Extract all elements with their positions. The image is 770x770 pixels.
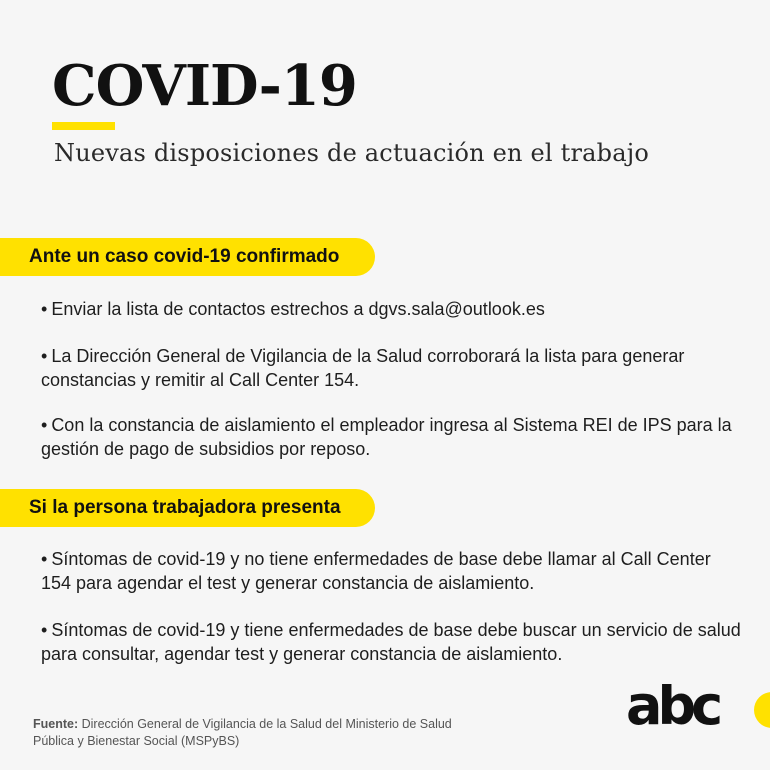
bullet-text: Enviar la lista de contactos estrechos a dgvs.sala@outlook.es [51, 299, 545, 319]
bullet-icon: • [41, 620, 48, 640]
abc-logo-icon [626, 684, 738, 730]
list-item [41, 414, 741, 461]
title-underline [52, 122, 115, 130]
list-item [41, 619, 741, 666]
bullet-text: Síntomas de covid-19 y tiene enfermedades de base debe buscar un servicio de salud para consultar, agendar test y generar constancia de aislamiento. [41, 620, 741, 664]
section-heading-confirmed-case: Ante un caso covid-19 confirmado [0, 238, 375, 276]
bullet-text: Con la constancia de aislamiento el empleador ingresa al Sistema REI de IPS para la gestión de pago de subsidios por reposo. [41, 415, 732, 459]
bullet-text: Síntomas de covid-19 y no tiene enfermedades de base debe llamar al Call Center 154 para agendar el test y generar constancia de aislamiento. [41, 549, 711, 593]
list-item [41, 298, 741, 322]
page-title: COVID-19 [52, 53, 357, 119]
bullet-icon: • [41, 415, 48, 435]
yellow-accent-icon [752, 690, 770, 730]
bullet-icon: • [41, 299, 48, 319]
bullet-icon: • [41, 549, 48, 569]
bullet-text: La Dirección General de Vigilancia de la Salud corroborará la lista para generar constancias y remitir al Call Center 154. [41, 346, 685, 390]
section-heading-worker-presents: Si la persona trabajadora presenta [0, 489, 375, 527]
page-subtitle: Nuevas disposiciones de actuación en el trabajo [54, 139, 649, 167]
logo-text: abc [626, 684, 719, 730]
source-note [33, 716, 453, 750]
source-label: Fuente: [33, 717, 79, 731]
source-text: Dirección General de Vigilancia de la Salud del Ministerio de Salud Pública y Bienestar Social (MSPyBS) [33, 717, 452, 748]
bullet-icon: • [41, 346, 48, 366]
list-item [41, 548, 741, 595]
list-item [41, 345, 741, 392]
